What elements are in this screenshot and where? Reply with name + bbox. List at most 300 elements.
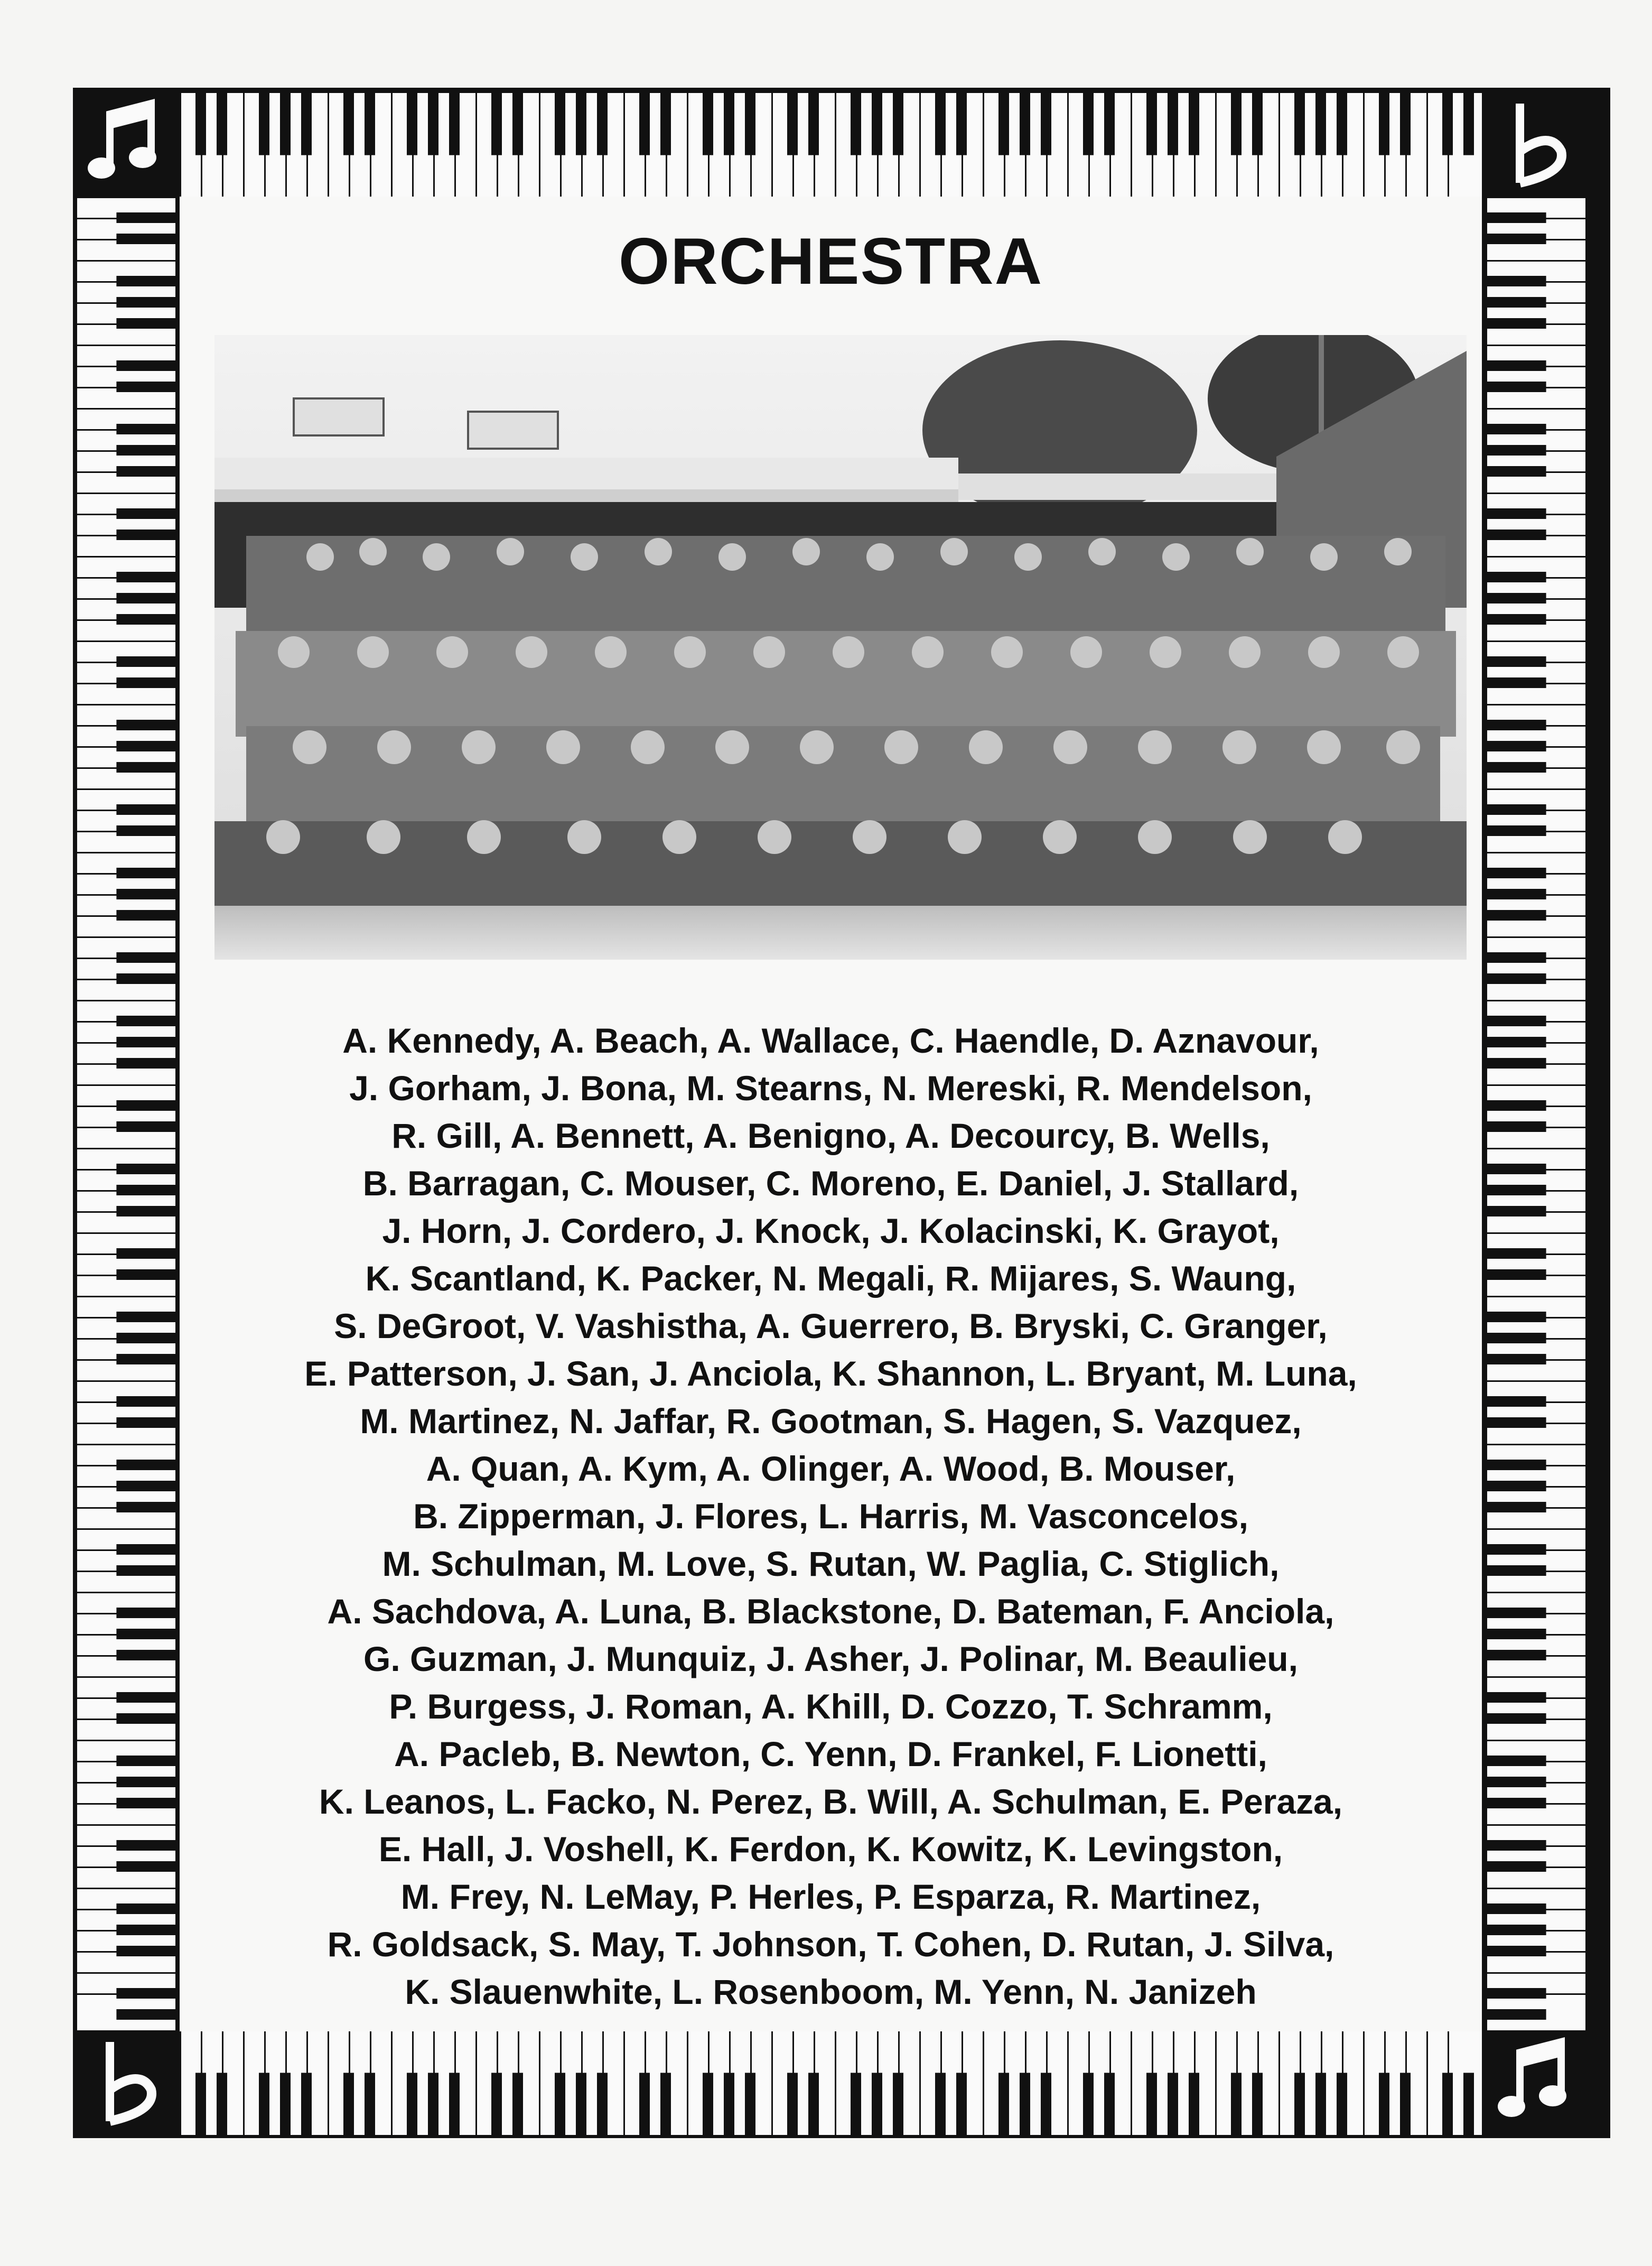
key-separator <box>750 93 752 197</box>
key-separator <box>180 93 181 197</box>
piano-keys-left <box>77 197 175 2030</box>
key-separator <box>1131 93 1132 197</box>
key-separator <box>1487 1909 1585 1910</box>
key-separator <box>1487 429 1585 431</box>
key-separator <box>1426 93 1428 197</box>
key-separator <box>454 2031 456 2135</box>
key-separator <box>919 2031 921 2135</box>
key-separator <box>77 958 175 959</box>
key-separator <box>708 93 710 197</box>
key-separator <box>77 704 175 705</box>
key-separator <box>1487 958 1585 959</box>
names-line: P. Burgess, J. Roman, A. Khill, D. Cozzo, T. Schramm, <box>389 1687 1273 1726</box>
key-separator <box>1487 1127 1585 1128</box>
key-separator <box>77 1169 175 1171</box>
key-separator <box>370 93 371 197</box>
key-separator <box>560 93 562 197</box>
key-separator <box>1025 2031 1026 2135</box>
key-separator <box>1215 2031 1217 2135</box>
key-separator <box>1236 93 1238 197</box>
names-line: K. Slauenwhite, L. Rosenboom, M. Yenn, N. Janizeh <box>405 1972 1257 2011</box>
key-separator <box>1088 93 1090 197</box>
key-separator <box>77 1021 175 1023</box>
key-separator <box>898 2031 900 2135</box>
key-separator <box>391 2031 393 2135</box>
key-separator <box>1257 2031 1259 2135</box>
key-separator <box>877 93 879 197</box>
key-separator <box>77 936 175 938</box>
key-separator <box>77 218 175 219</box>
key-separator <box>1487 197 1585 198</box>
key-separator <box>1067 93 1069 197</box>
key-separator <box>1487 1655 1585 1657</box>
key-separator <box>1487 1275 1585 1276</box>
key-separator <box>77 619 175 621</box>
key-separator <box>1487 936 1585 938</box>
key-separator <box>856 93 857 197</box>
key-separator <box>1487 788 1585 790</box>
key-separator <box>222 2031 223 2135</box>
key-separator <box>1109 93 1111 197</box>
key-separator <box>1487 1423 1585 1424</box>
group-photo <box>214 335 1467 960</box>
key-separator <box>77 260 175 262</box>
key-separator <box>1448 2031 1449 2135</box>
key-separator <box>1487 1000 1585 1001</box>
key-separator <box>475 93 477 197</box>
key-separator <box>835 93 836 197</box>
key-separator <box>180 2031 181 2135</box>
key-separator <box>1487 408 1585 410</box>
names-line: J. Horn, J. Cordero, J. Knock, J. Kolacinski, K. Grayot, <box>382 1211 1280 1250</box>
key-separator <box>1363 2031 1365 2135</box>
key-separator <box>497 2031 498 2135</box>
names-line: K. Scantland, K. Packer, N. Megali, R. Mijares, S. Waung, <box>365 1259 1296 1298</box>
key-separator <box>77 852 175 853</box>
names-line: M. Schulman, M. Love, S. Rutan, W. Paglia, C. Stiglich, <box>382 1544 1280 1583</box>
key-separator <box>1487 514 1585 515</box>
key-separator <box>77 1613 175 1614</box>
key-separator <box>222 93 223 197</box>
key-separator <box>77 1296 175 1297</box>
key-separator <box>1487 1021 1585 1023</box>
key-separator <box>77 1486 175 1488</box>
key-separator <box>1487 1972 1585 1974</box>
key-separator <box>687 93 688 197</box>
black-key <box>1463 93 1474 155</box>
key-separator <box>666 93 667 197</box>
key-separator <box>77 1317 175 1318</box>
key-separator <box>306 2031 308 2135</box>
black-key <box>1463 2073 1474 2135</box>
key-separator <box>77 831 175 832</box>
key-separator <box>77 1211 175 1213</box>
key-separator <box>518 93 519 197</box>
key-separator <box>264 2031 266 2135</box>
key-separator <box>1487 1296 1585 1297</box>
key-separator <box>792 93 794 197</box>
key-separator <box>1487 1042 1585 1044</box>
key-separator <box>77 1000 175 1001</box>
key-separator <box>518 2031 519 2135</box>
key-separator <box>77 1338 175 1340</box>
key-separator <box>475 2031 477 2135</box>
names-line: S. DeGroot, V. Vashistha, A. Guerrero, B. Bryski, C. Granger, <box>334 1306 1328 1345</box>
key-separator <box>1487 1634 1585 1636</box>
key-separator <box>77 1042 175 1044</box>
key-separator <box>1067 2031 1069 2135</box>
key-separator <box>1487 1845 1585 1847</box>
key-separator <box>1487 387 1585 388</box>
key-separator <box>1487 1613 1585 1614</box>
key-separator <box>77 1444 175 1445</box>
key-separator <box>77 662 175 663</box>
key-separator <box>1487 1359 1585 1361</box>
key-separator <box>1487 640 1585 642</box>
names-line: A. Kennedy, A. Beach, A. Wallace, C. Haendle, D. Aznavour, <box>342 1021 1319 1060</box>
flat-icon <box>1487 93 1588 197</box>
key-separator <box>77 1909 175 1910</box>
key-separator <box>77 1866 175 1868</box>
key-separator <box>729 93 731 197</box>
key-separator <box>645 2031 646 2135</box>
key-separator <box>77 746 175 748</box>
key-separator <box>77 873 175 875</box>
key-separator <box>201 2031 202 2135</box>
key-separator <box>1487 239 1585 240</box>
key-separator <box>412 93 414 197</box>
key-separator <box>77 366 175 367</box>
key-separator <box>1487 493 1585 494</box>
key-separator <box>1487 1930 1585 1931</box>
names-line: E. Hall, J. Voshell, K. Ferdon, K. Kowitz, K. Levingston, <box>378 1829 1283 1869</box>
key-separator <box>898 93 900 197</box>
key-separator <box>1342 93 1343 197</box>
key-separator <box>77 197 175 198</box>
piano-keys-right <box>1487 197 1585 2030</box>
key-separator <box>687 2031 688 2135</box>
key-separator <box>77 1148 175 1149</box>
names-line: B. Barragan, C. Mouser, C. Moreno, E. Daniel, J. Stallard, <box>362 1164 1299 1203</box>
key-separator <box>243 93 245 197</box>
key-separator <box>1487 1719 1585 1720</box>
key-separator <box>77 683 175 684</box>
key-separator <box>77 1592 175 1593</box>
key-separator <box>1487 1803 1585 1805</box>
key-separator <box>708 2031 710 2135</box>
key-separator <box>77 1740 175 1741</box>
key-separator <box>983 93 984 197</box>
key-separator <box>77 1761 175 1762</box>
key-separator <box>602 93 604 197</box>
key-separator <box>349 2031 350 2135</box>
eighth-note-icon <box>77 93 178 197</box>
names-line: M. Martinez, N. Jaffar, R. Gootman, S. Hagen, S. Vazquez, <box>360 1401 1302 1441</box>
key-separator <box>560 2031 562 2135</box>
key-separator <box>77 1571 175 1572</box>
key-separator <box>1487 302 1585 304</box>
key-separator <box>1363 93 1365 197</box>
key-separator <box>983 2031 984 2135</box>
key-separator <box>1487 1697 1585 1699</box>
key-separator <box>77 281 175 283</box>
key-separator <box>77 345 175 346</box>
key-separator <box>856 2031 857 2135</box>
key-separator <box>1487 1465 1585 1466</box>
key-separator <box>1487 1063 1585 1065</box>
key-separator <box>1487 1888 1585 1889</box>
key-separator <box>77 1359 175 1361</box>
key-separator <box>1487 577 1585 579</box>
key-separator <box>77 1528 175 1530</box>
eighth-note-icon <box>1487 2031 1588 2135</box>
key-separator <box>77 556 175 558</box>
key-separator <box>77 1401 175 1403</box>
key-separator <box>77 471 175 473</box>
key-separator <box>1384 93 1386 197</box>
key-separator <box>77 1676 175 1678</box>
key-separator <box>77 725 175 727</box>
key-separator <box>1046 2031 1048 2135</box>
key-separator <box>1487 1211 1585 1213</box>
key-separator <box>306 93 308 197</box>
content-panel <box>180 197 1482 2031</box>
key-separator <box>1236 2031 1238 2135</box>
key-separator <box>1487 1148 1585 1149</box>
key-separator <box>1088 2031 1090 2135</box>
key-separator <box>77 1930 175 1931</box>
key-separator <box>1321 93 1322 197</box>
key-separator <box>1487 810 1585 811</box>
key-separator <box>1487 979 1585 980</box>
key-separator <box>77 1127 175 1128</box>
key-separator <box>1487 1106 1585 1107</box>
key-separator <box>497 93 498 197</box>
key-separator <box>1131 2031 1132 2135</box>
key-separator <box>1278 2031 1280 2135</box>
piano-keys-top <box>180 93 1482 197</box>
key-separator <box>1321 2031 1322 2135</box>
key-separator <box>77 1253 175 1255</box>
key-separator <box>1487 345 1585 346</box>
key-separator <box>285 2031 287 2135</box>
black-key <box>1487 2009 1546 2020</box>
key-separator <box>1487 1571 1585 1572</box>
key-separator <box>1487 218 1585 219</box>
key-separator <box>771 2031 773 2135</box>
key-separator <box>77 598 175 600</box>
key-separator <box>1487 1824 1585 1826</box>
key-separator <box>1487 1993 1585 1995</box>
key-separator <box>77 577 175 579</box>
key-separator <box>877 2031 879 2135</box>
page-title: ORCHESTRA <box>618 225 1043 298</box>
key-separator <box>1487 746 1585 748</box>
key-separator <box>243 2031 245 2135</box>
names-line: G. Guzman, J. Munquiz, J. Asher, J. Polinar, M. Beaulieu, <box>363 1639 1298 1678</box>
piano-keys-bottom <box>180 2031 1482 2135</box>
key-separator <box>433 93 435 197</box>
names-line: K. Leanos, L. Facko, N. Perez, B. Will, A. Schulman, E. Peraza, <box>319 1782 1343 1821</box>
names-line: B. Zipperman, J. Flores, L. Harris, M. Vasconcelos, <box>413 1497 1248 1536</box>
key-separator <box>1487 1380 1585 1382</box>
key-separator <box>1487 1782 1585 1784</box>
key-separator <box>1487 1507 1585 1509</box>
names-line: A. Quan, A. Kym, A. Olinger, A. Wood, B. Mouser, <box>426 1449 1236 1488</box>
key-separator <box>77 1423 175 1424</box>
key-separator <box>1487 1528 1585 1530</box>
key-separator <box>1487 1317 1585 1318</box>
black-key <box>116 2009 175 2020</box>
key-separator <box>1487 1401 1585 1403</box>
key-separator <box>201 93 202 197</box>
key-separator <box>454 93 456 197</box>
key-separator <box>77 1232 175 1234</box>
key-separator <box>1487 1951 1585 1953</box>
key-separator <box>1487 1169 1585 1171</box>
key-separator <box>623 93 625 197</box>
key-separator <box>77 535 175 536</box>
key-separator <box>1487 556 1585 558</box>
key-separator <box>1487 767 1585 769</box>
key-separator <box>77 239 175 240</box>
key-separator <box>433 2031 435 2135</box>
key-separator <box>77 514 175 515</box>
key-separator <box>412 2031 414 2135</box>
key-separator <box>1004 93 1005 197</box>
key-separator <box>1487 1486 1585 1488</box>
key-separator <box>77 302 175 304</box>
flat-icon <box>77 2031 178 2135</box>
key-separator <box>77 1190 175 1192</box>
key-separator <box>1487 323 1585 325</box>
key-separator <box>1487 873 1585 875</box>
key-separator <box>77 788 175 790</box>
key-separator <box>1426 2031 1428 2135</box>
key-separator <box>77 429 175 431</box>
key-separator <box>349 93 350 197</box>
key-separator <box>581 2031 583 2135</box>
key-separator <box>77 493 175 494</box>
key-separator <box>77 767 175 769</box>
key-separator <box>835 2031 836 2135</box>
key-separator <box>962 93 963 197</box>
names-line: R. Goldsack, S. May, T. Johnson, T. Cohen, D. Rutan, J. Silva, <box>327 1925 1334 1964</box>
names-line: A. Pacleb, B. Newton, C. Yenn, D. Frankel, F. Lionetti, <box>394 1734 1267 1773</box>
key-separator <box>1487 662 1585 663</box>
key-separator <box>1173 93 1174 197</box>
key-separator <box>77 450 175 452</box>
key-separator <box>1487 1444 1585 1445</box>
key-separator <box>77 1951 175 1953</box>
key-separator <box>1487 1190 1585 1192</box>
key-separator <box>77 1845 175 1847</box>
key-separator <box>1487 1084 1585 1086</box>
names-line: M. Frey, N. LeMay, P. Herles, P. Esparza, R. Martinez, <box>400 1877 1261 1916</box>
key-separator <box>1215 93 1217 197</box>
key-separator <box>1487 1866 1585 1868</box>
key-separator <box>77 1549 175 1551</box>
key-separator <box>1487 683 1585 684</box>
names-line: E. Patterson, J. San, J. Anciola, K. Shannon, L. Bryant, M. Luna, <box>304 1354 1357 1393</box>
names-line: A. Sachdova, A. Luna, B. Blackstone, D. Bateman, F. Anciola, <box>327 1592 1334 1631</box>
key-separator <box>666 2031 667 2135</box>
key-separator <box>285 93 287 197</box>
key-separator <box>77 1465 175 1466</box>
key-separator <box>1487 915 1585 917</box>
key-separator <box>1405 2031 1407 2135</box>
key-separator <box>77 1803 175 1805</box>
key-separator <box>77 915 175 917</box>
key-separator <box>77 1719 175 1720</box>
key-separator <box>1300 93 1301 197</box>
key-separator <box>602 2031 604 2135</box>
key-separator <box>1487 260 1585 262</box>
key-separator <box>370 2031 371 2135</box>
key-separator <box>77 979 175 980</box>
key-separator <box>77 1380 175 1382</box>
key-separator <box>623 2031 625 2135</box>
key-separator <box>1487 852 1585 853</box>
key-separator <box>1046 93 1048 197</box>
key-separator <box>1152 2031 1153 2135</box>
key-separator <box>729 2031 731 2135</box>
key-separator <box>1025 93 1026 197</box>
key-separator <box>77 1697 175 1699</box>
key-separator <box>1487 1676 1585 1678</box>
key-separator <box>750 2031 752 2135</box>
key-separator <box>328 93 329 197</box>
key-separator <box>77 894 175 896</box>
key-separator <box>1173 2031 1174 2135</box>
key-separator <box>77 1655 175 1657</box>
key-separator <box>1487 535 1585 536</box>
key-separator <box>771 93 773 197</box>
key-separator <box>1487 1338 1585 1340</box>
key-separator <box>77 1824 175 1826</box>
key-separator <box>1487 704 1585 705</box>
key-separator <box>1487 1549 1585 1551</box>
key-separator <box>814 2031 815 2135</box>
key-separator <box>1487 725 1585 727</box>
key-separator <box>77 387 175 388</box>
key-separator <box>77 810 175 811</box>
member-names-list <box>180 1017 1482 2016</box>
key-separator <box>1487 1740 1585 1741</box>
key-separator <box>814 93 815 197</box>
key-separator <box>391 93 393 197</box>
key-separator <box>77 1972 175 1974</box>
names-line: J. Gorham, J. Bona, M. Stearns, N. Mereski, R. Mendelson, <box>349 1069 1312 1108</box>
key-separator <box>1257 93 1259 197</box>
key-separator <box>1300 2031 1301 2135</box>
key-separator <box>77 1106 175 1107</box>
key-separator <box>77 1275 175 1276</box>
key-separator <box>1448 93 1449 197</box>
key-separator <box>1194 93 1196 197</box>
key-separator <box>328 2031 329 2135</box>
key-separator <box>1152 93 1153 197</box>
key-separator <box>77 1782 175 1784</box>
key-separator <box>1342 2031 1343 2135</box>
key-separator <box>581 93 583 197</box>
key-separator <box>1194 2031 1196 2135</box>
key-separator <box>264 93 266 197</box>
key-separator <box>77 1507 175 1509</box>
names-line: R. Gill, A. Bennett, A. Benigno, A. Decourcy, B. Wells, <box>391 1116 1270 1155</box>
key-separator <box>77 408 175 410</box>
key-separator <box>1405 93 1407 197</box>
